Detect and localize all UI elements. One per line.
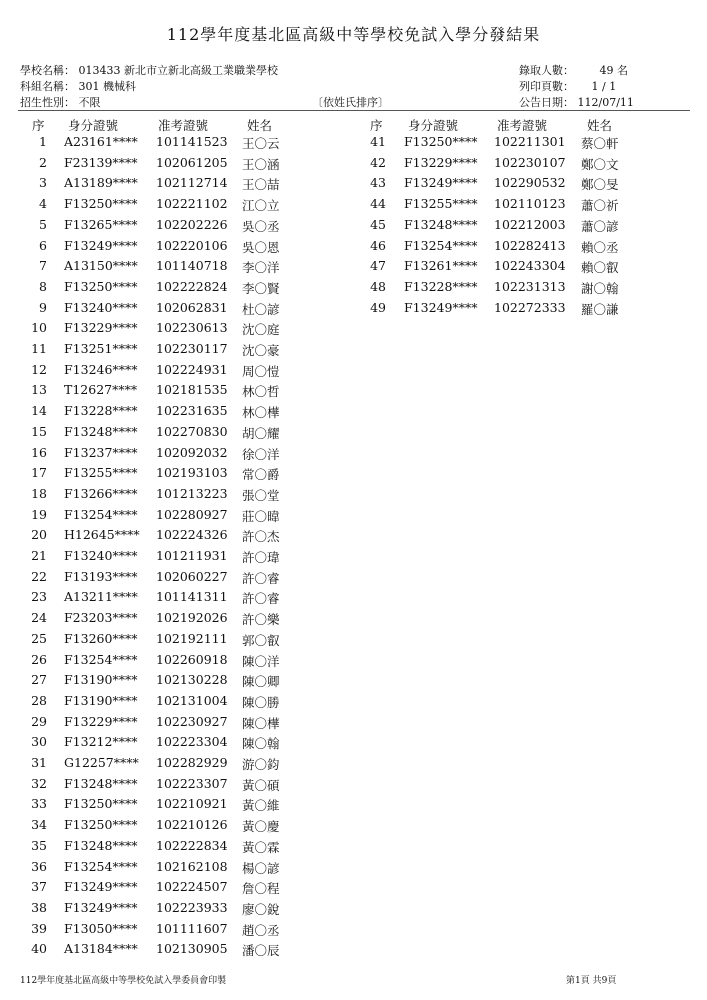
row-name: 吳〇丞 (242, 218, 280, 234)
row-exam-number: 102230117 (156, 341, 228, 356)
row-seq: 3 (39, 175, 47, 191)
row-id-number: F13250**** (64, 196, 138, 212)
row-id-number: F13254**** (64, 858, 138, 874)
row-id-number: F13240**** (64, 299, 138, 315)
row-id-number: F13249**** (64, 879, 138, 895)
col-id-header: 身分證號 (408, 118, 459, 133)
table-row (0, 175, 707, 196)
row-name: 廖〇銳 (242, 901, 280, 917)
row-seq: 6 (39, 237, 47, 253)
table-row (0, 755, 707, 776)
row-exam-number: 101111607 (156, 920, 228, 936)
row-seq: 5 (39, 216, 47, 232)
table-row (0, 258, 707, 279)
row-seq: 11 (31, 341, 47, 356)
row-seq: 21 (31, 548, 47, 563)
row-name: 杜〇諺 (242, 301, 280, 317)
row-id-number: F13248**** (64, 423, 138, 439)
table-row (0, 548, 707, 569)
row-name: 陳〇卿 (242, 674, 280, 690)
table-row (0, 693, 707, 714)
row-seq: 8 (39, 278, 47, 294)
row-seq: 45 (370, 216, 386, 232)
table-row (0, 652, 707, 673)
row-seq: 7 (39, 258, 47, 274)
row-seq: 19 (31, 506, 47, 522)
row-id-number: F13251**** (64, 341, 138, 356)
table-row (0, 838, 707, 859)
row-seq: 28 (31, 692, 47, 708)
table-row (0, 734, 707, 755)
row-name: 蕭〇諺 (581, 218, 619, 234)
row-seq: 34 (31, 817, 47, 833)
row-exam-number: 101213223 (156, 485, 228, 501)
row-id-number: F13229**** (64, 713, 138, 729)
dept-value: 301 機械科 (78, 80, 136, 93)
row-exam-number: 102220106 (156, 237, 228, 253)
row-seq: 20 (31, 527, 47, 543)
table-row (0, 320, 707, 341)
header-divider (18, 110, 690, 111)
row-seq: 9 (39, 299, 47, 315)
row-exam-number: 102231313 (494, 278, 566, 294)
school-label: 學校名稱： (20, 64, 75, 77)
table-row (0, 527, 707, 548)
row-seq: 16 (31, 444, 47, 460)
table-row (0, 134, 707, 155)
footer-printer: 112學年度基北區高級中等學校免試入學委員會印製 (20, 976, 227, 986)
school-line (20, 62, 278, 78)
row-seq: 4 (39, 196, 47, 212)
row-id-number: F13228**** (64, 403, 138, 419)
row-exam-number: 102222834 (156, 837, 228, 853)
row-exam-number: 102210921 (156, 796, 228, 812)
row-name: 賴〇丞 (581, 239, 619, 255)
col-seq-header: 序 (370, 118, 383, 133)
row-id-number: F13248**** (404, 216, 478, 232)
row-seq: 33 (31, 796, 47, 812)
page-title: 112學年度基北區高級中等學校免試入學分發結果 (166, 25, 541, 44)
row-exam-number: 102260918 (156, 651, 228, 667)
row-id-number: F13190**** (64, 692, 138, 708)
row-id-number: F13249**** (64, 899, 138, 915)
row-exam-number: 102290532 (494, 175, 566, 191)
row-name: 謝〇翰 (581, 280, 619, 296)
row-seq: 2 (39, 154, 47, 170)
row-id-number: F13250**** (64, 817, 138, 833)
row-seq: 36 (31, 858, 47, 874)
table-row (0, 879, 707, 900)
row-name: 羅〇謙 (581, 301, 619, 317)
row-exam-number: 102130228 (156, 672, 228, 688)
row-name: 郭〇叡 (242, 632, 280, 648)
table-row (0, 631, 707, 652)
row-id-number: F13212**** (64, 734, 138, 750)
row-seq: 35 (31, 837, 47, 853)
row-exam-number: 102131004 (156, 692, 228, 708)
row-name: 許〇睿 (242, 591, 280, 607)
row-exam-number: 102223307 (156, 775, 228, 791)
row-id-number: G12257**** (64, 755, 139, 770)
footer-page-count: 第1頁 共9頁 (566, 976, 617, 986)
row-id-number: F23139**** (64, 154, 138, 170)
row-name: 李〇賢 (242, 280, 280, 296)
row-id-number: F13261**** (404, 258, 478, 274)
table-row (0, 859, 707, 880)
table-row (0, 672, 707, 693)
col-name-header: 姓名 (247, 118, 273, 133)
row-exam-number: 102192026 (156, 610, 228, 626)
row-seq: 43 (370, 175, 386, 191)
row-name: 莊〇暐 (242, 508, 280, 524)
row-seq: 23 (31, 589, 47, 605)
table-row (0, 465, 707, 486)
row-id-number: F13229**** (404, 154, 478, 170)
row-id-number: F13249**** (404, 299, 478, 315)
row-exam-number: 102230107 (494, 154, 566, 170)
table-row (0, 776, 707, 797)
row-name: 常〇爵 (242, 467, 280, 483)
row-seq: 26 (31, 651, 47, 667)
row-seq: 38 (31, 899, 47, 915)
row-id-number: F13250**** (404, 134, 478, 149)
row-exam-number: 102181535 (156, 382, 228, 398)
row-id-number: F13255**** (404, 196, 478, 212)
row-exam-number: 102193103 (156, 465, 228, 481)
row-id-number: F13228**** (404, 278, 478, 294)
admitted-line (519, 62, 628, 78)
row-seq: 25 (31, 630, 47, 646)
row-name: 賴〇叡 (581, 260, 619, 276)
table-row (0, 217, 707, 238)
row-name: 蕭〇祈 (581, 198, 619, 214)
row-name: 許〇瑋 (242, 550, 280, 565)
row-name: 許〇樂 (242, 612, 280, 628)
row-exam-number: 101140718 (156, 258, 228, 274)
pages-label: 列印頁數： (519, 80, 574, 93)
row-id-number: A13184**** (64, 941, 138, 957)
row-id-number: A23161**** (64, 134, 138, 149)
table-row (0, 921, 707, 942)
row-id-number: F13266**** (64, 485, 138, 501)
row-exam-number: 102211301 (494, 134, 566, 149)
row-seq: 14 (31, 403, 47, 419)
row-exam-number: 102130905 (156, 941, 228, 957)
row-seq: 29 (31, 713, 47, 729)
table-row (0, 382, 707, 403)
row-exam-number: 102062831 (156, 299, 228, 315)
row-name: 詹〇程 (242, 881, 280, 897)
row-seq: 40 (31, 941, 47, 957)
admitted-label: 錄取人數： (519, 64, 574, 77)
row-id-number: F13248**** (64, 775, 138, 791)
row-name: 黃〇碩 (242, 777, 280, 793)
row-name: 蔡〇軒 (581, 136, 619, 151)
table-row (0, 445, 707, 466)
table-row (0, 341, 707, 362)
row-id-number: F13250**** (64, 796, 138, 812)
row-name: 周〇愷 (242, 363, 280, 379)
table-row (0, 486, 707, 507)
admitted-value: 49 名 (599, 64, 628, 77)
row-exam-number: 102224931 (156, 361, 228, 377)
gender-label: 招生性別： (20, 96, 75, 109)
row-id-number: F13254**** (404, 237, 478, 253)
row-name: 李〇洋 (242, 260, 280, 276)
row-seq: 41 (370, 134, 386, 149)
row-seq: 13 (31, 382, 47, 398)
row-exam-number: 102061205 (156, 154, 228, 170)
col-id-header: 身分證號 (68, 118, 119, 133)
row-name: 黃〇慶 (242, 819, 280, 835)
pages-line (519, 78, 616, 94)
table-row (0, 589, 707, 610)
row-name: 胡〇耀 (242, 425, 280, 441)
table-row (0, 714, 707, 735)
row-id-number: F13237**** (64, 444, 138, 460)
table-row (0, 362, 707, 383)
row-name: 吳〇恩 (242, 239, 280, 255)
row-seq: 48 (370, 278, 386, 294)
row-seq: 49 (370, 299, 386, 315)
row-seq: 27 (31, 672, 47, 688)
pages-value: 1 / 1 (591, 80, 617, 93)
row-name: 江〇立 (242, 198, 280, 214)
table-row (0, 196, 707, 217)
row-exam-number: 102270830 (156, 423, 228, 439)
row-id-number: A13211**** (64, 589, 138, 605)
row-name: 王〇喆 (242, 177, 280, 193)
row-seq: 17 (31, 465, 47, 481)
date-label: 公告日期： (519, 96, 574, 109)
row-id-number: F23203**** (64, 610, 138, 626)
row-exam-number: 102212003 (494, 216, 566, 232)
row-name: 黃〇霖 (242, 839, 280, 855)
row-name: 徐〇洋 (242, 446, 280, 462)
row-name: 趙〇丞 (242, 922, 280, 938)
row-exam-number: 102092032 (156, 444, 228, 460)
row-exam-number: 102202226 (156, 216, 228, 232)
row-name: 潘〇辰 (242, 943, 280, 959)
row-exam-number: 102222824 (156, 278, 228, 294)
row-id-number: F13193**** (64, 568, 138, 584)
row-name: 黃〇維 (242, 798, 280, 814)
table-row (0, 279, 707, 300)
row-exam-number: 102272333 (494, 299, 566, 315)
row-id-number: F13254**** (64, 506, 138, 522)
row-seq: 18 (31, 485, 47, 501)
dept-line (20, 78, 136, 94)
row-exam-number: 102223933 (156, 899, 228, 915)
row-name: 許〇杰 (242, 529, 280, 545)
row-exam-number: 102192111 (156, 630, 228, 646)
row-name: 陳〇勝 (242, 694, 280, 710)
row-seq: 12 (31, 361, 47, 377)
date-line (519, 94, 634, 110)
row-seq: 24 (31, 610, 47, 626)
row-id-number: F13255**** (64, 465, 138, 481)
row-seq: 15 (31, 423, 47, 439)
row-exam-number: 102282413 (494, 237, 566, 253)
row-name: 沈〇豪 (242, 343, 280, 358)
row-seq: 46 (370, 237, 386, 253)
row-exam-number: 102112714 (156, 175, 228, 191)
row-name: 鄭〇旻 (581, 177, 619, 193)
row-name: 游〇鈞 (242, 757, 280, 772)
row-seq: 39 (31, 920, 47, 936)
row-exam-number: 102224326 (156, 527, 228, 543)
row-name: 張〇堂 (242, 487, 280, 503)
table-row (0, 817, 707, 838)
row-exam-number: 102210126 (156, 817, 228, 833)
gender-value: 不限 (78, 96, 101, 109)
row-exam-number: 102162108 (156, 858, 228, 874)
row-id-number: F13050**** (64, 920, 138, 936)
row-id-number: F13250**** (64, 278, 138, 294)
row-name: 林〇樺 (242, 405, 280, 421)
row-name: 陳〇樺 (242, 715, 280, 731)
row-seq: 31 (31, 755, 47, 770)
row-exam-number: 102221102 (156, 196, 228, 212)
row-id-number: F13249**** (404, 175, 478, 191)
row-name: 林〇哲 (242, 384, 280, 400)
sort-note: 〔依姓氏排序〕 (312, 96, 389, 109)
col-name-header: 姓名 (587, 118, 613, 133)
row-exam-number: 102230927 (156, 713, 228, 729)
row-id-number: A13189**** (64, 175, 138, 191)
row-seq: 32 (31, 775, 47, 791)
row-name: 鄭〇文 (581, 156, 619, 172)
table-row (0, 424, 707, 445)
row-exam-number: 101211931 (156, 548, 228, 563)
row-id-number: A13150**** (64, 258, 138, 274)
row-id-number: F13265**** (64, 216, 138, 232)
school-value: 013433 新北市立新北高級工業職業學校 (78, 64, 278, 77)
row-name: 陳〇洋 (242, 653, 280, 669)
row-seq: 42 (370, 154, 386, 170)
row-exam-number: 102243304 (494, 258, 566, 274)
row-seq: 10 (31, 320, 47, 336)
row-exam-number: 102231635 (156, 403, 228, 419)
table-row (0, 796, 707, 817)
row-id-number: T12627**** (64, 382, 138, 398)
table-row (0, 238, 707, 259)
row-id-number: F13240**** (64, 548, 138, 563)
row-exam-number: 102060227 (156, 568, 228, 584)
table-row (0, 155, 707, 176)
row-exam-number: 102280927 (156, 506, 228, 522)
row-exam-number: 102224507 (156, 879, 228, 895)
row-name: 陳〇翰 (242, 736, 280, 752)
row-exam-number: 101141311 (156, 589, 228, 605)
row-name: 王〇云 (242, 136, 280, 151)
col-exam-header: 准考證號 (158, 118, 209, 133)
row-name: 楊〇諺 (242, 860, 280, 876)
table-row (0, 507, 707, 528)
table-row (0, 569, 707, 590)
date-value: 112/07/11 (577, 96, 634, 109)
gender-line (20, 94, 101, 110)
row-id-number: F13248**** (64, 837, 138, 853)
row-seq: 44 (370, 196, 386, 212)
table-row (0, 941, 707, 962)
table-row (0, 900, 707, 921)
row-seq: 37 (31, 879, 47, 895)
row-exam-number: 102282929 (156, 755, 228, 770)
table-row (0, 403, 707, 424)
col-seq-header: 序 (32, 118, 45, 133)
row-name: 沈〇庭 (242, 322, 280, 338)
col-exam-header: 准考證號 (497, 118, 548, 133)
row-seq: 1 (39, 134, 47, 149)
table-row (0, 610, 707, 631)
table-row (0, 300, 707, 321)
row-name: 王〇涵 (242, 156, 280, 172)
row-name: 許〇睿 (242, 570, 280, 586)
row-seq: 47 (370, 258, 386, 274)
row-id-number: F13249**** (64, 237, 138, 253)
row-id-number: H12645**** (64, 527, 140, 543)
row-id-number: F13260**** (64, 630, 138, 646)
row-id-number: F13229**** (64, 320, 138, 336)
row-id-number: F13246**** (64, 361, 138, 377)
row-exam-number: 102110123 (494, 196, 566, 212)
row-seq: 30 (31, 734, 47, 750)
row-exam-number: 102223304 (156, 734, 228, 750)
row-id-number: F13254**** (64, 651, 138, 667)
dept-label: 科組名稱： (20, 80, 75, 93)
row-exam-number: 101141523 (156, 134, 228, 149)
row-seq: 22 (31, 568, 47, 584)
row-id-number: F13190**** (64, 672, 138, 688)
row-exam-number: 102230613 (156, 320, 228, 336)
